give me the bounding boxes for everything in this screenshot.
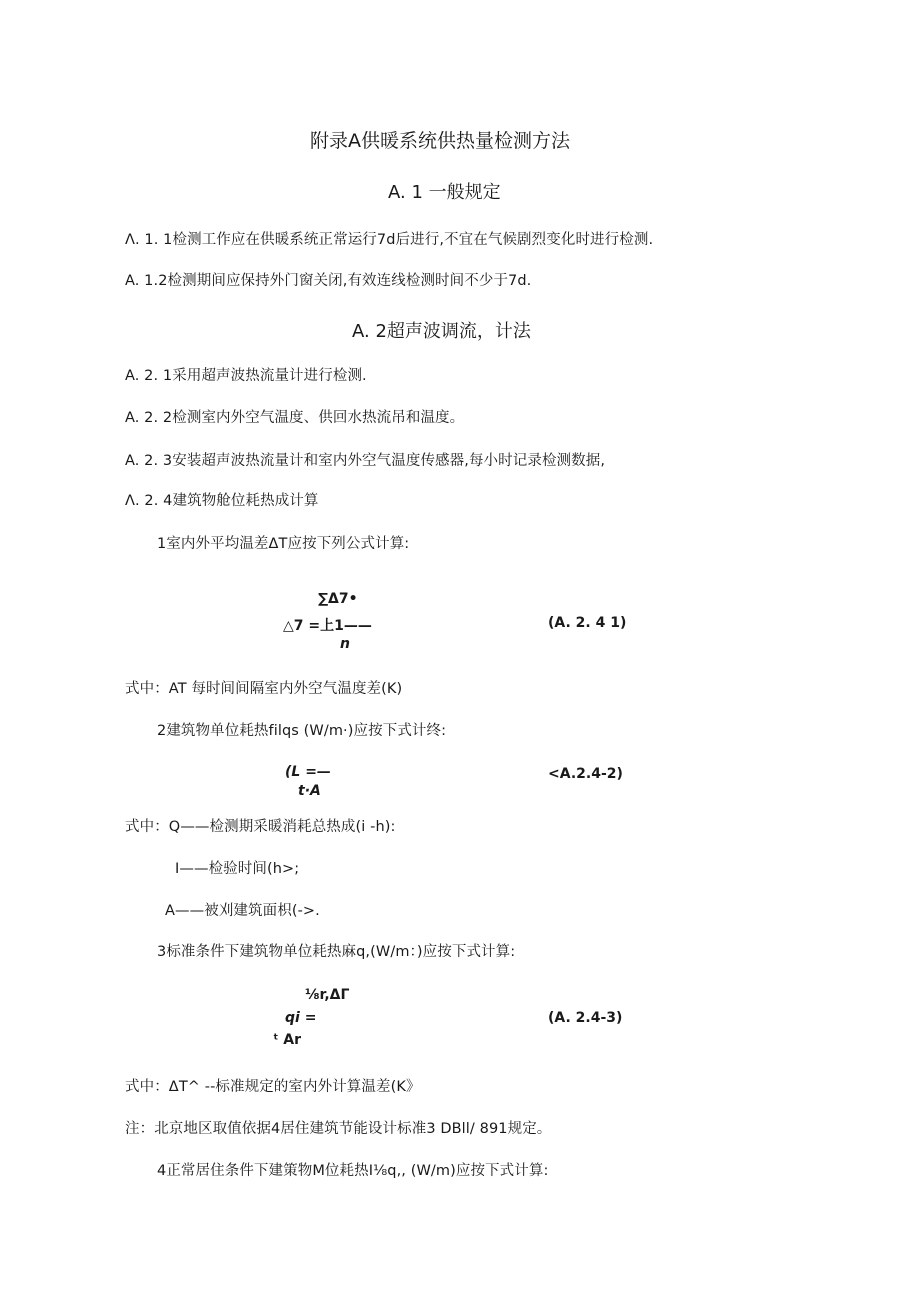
paragraph-a1-1: Λ. 1. 1检测工作应在供暖系统正常运行7d后进行,不宜在气候剧烈变化时进行检测. [125, 232, 654, 248]
eq3-numerator: ⅛r,ΔΓ [305, 987, 350, 1003]
eq1-label: (A. 2. 4 1) [548, 615, 627, 631]
paragraph-a2-4: Λ. 2. 4建筑物舱位耗热成计算 [125, 493, 319, 509]
eq3-denominator: ᵗ Ar [273, 1032, 302, 1048]
section-a2-heading: A. 2超声波调流，计法 [352, 321, 531, 342]
eq1-denominator: n [340, 636, 350, 652]
where-2b: I——检验时间(h>; [175, 861, 300, 877]
page-title: 附录A供暖系统供热量检测方法 [310, 130, 570, 152]
eq2-label: <A.2.4-2) [548, 766, 623, 782]
paragraph-a2-3: A. 2. 3安装超声波热流量计和室内外空气温度传感器,每小时记录检测数据, [125, 453, 606, 469]
note: 注：北京地区取值依据4居住建筑节能设计标准3 DBll/ 891规定。 [125, 1121, 552, 1137]
where-3: 式中：ΔT^ --标准规定的室内外计算温差(K》 [125, 1079, 421, 1095]
list-item-3: 3标准条件下建筑物单位耗热麻q,(W/m：)应按下式计算: [157, 944, 516, 960]
paragraph-a1-2: A. 1.2检测期间应保持外门窗关闭,有效连线检测时间不少于7d. [125, 273, 532, 289]
list-item-1: 1室内外平均温差ΔT应按下列公式计算: [157, 536, 410, 552]
where-1: 式中：AT 每时间间隔室内外空气温度差(K) [125, 681, 403, 697]
eq2-lhs: (L =— [285, 764, 331, 780]
section-a1-heading: A. 1 一般规定 [388, 182, 501, 203]
paragraph-a2-1: A. 2. 1采用超声波热流量计进行检测. [125, 368, 367, 384]
where-2a: 式中：Q——检测期采暖消耗总热成(i -h): [125, 819, 396, 835]
paragraph-a2-2: A. 2. 2检测室内外空气温度、供回水热流吊和温度。 [125, 410, 465, 426]
eq2-denominator: t·A [298, 783, 321, 799]
eq1-numerator: ∑Δ7• [318, 591, 358, 607]
list-item-2: 2建筑物单位耗热filqs (W/m·)应按下式计终: [157, 723, 447, 739]
where-2c: A——被刈建筑面枳(->. [165, 903, 320, 919]
list-item-4: 4正常居住条件下建策物M位耗热I⅛q,, (W/m)应按下式计算: [157, 1163, 549, 1179]
eq1-lhs: △7 =上1—— [283, 618, 372, 634]
eq3-lhs: qi = [285, 1010, 317, 1026]
eq3-label: (A. 2.4-3) [548, 1010, 623, 1026]
